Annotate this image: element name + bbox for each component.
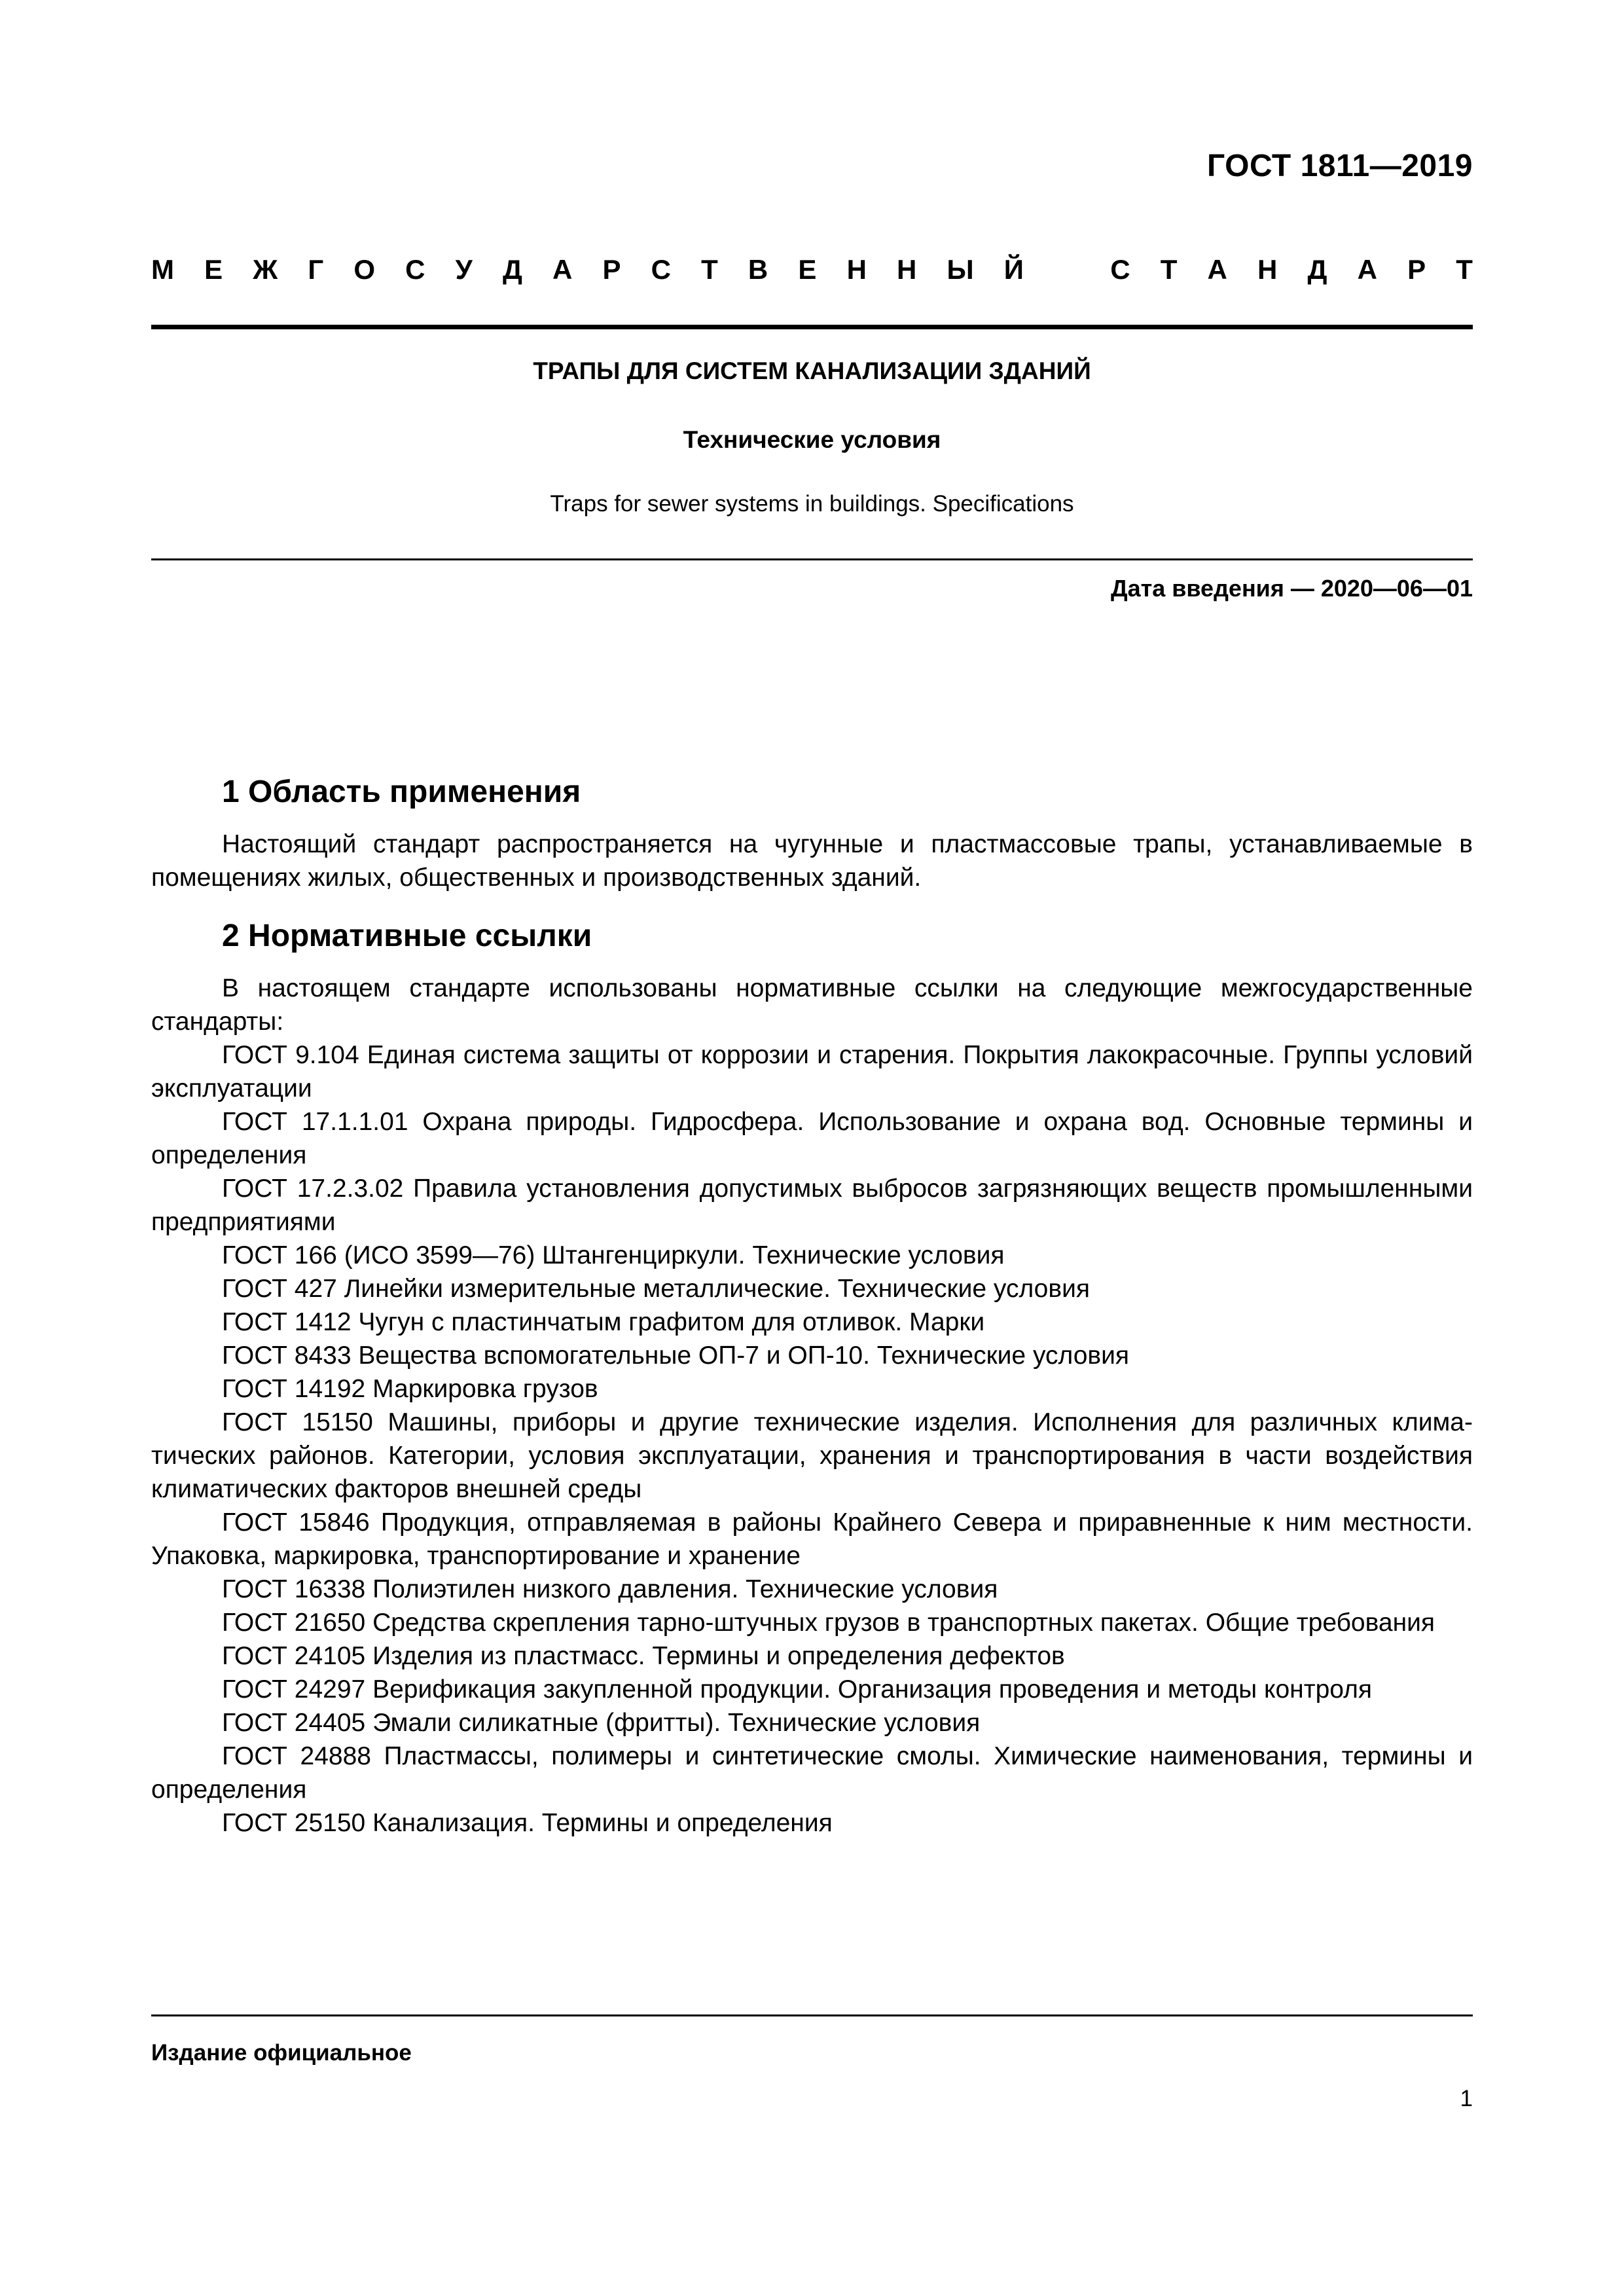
document-subtitle: Технические условия: [683, 426, 941, 453]
paragraph: В настоящем стандарте использованы нормативные ссылки на следующие межгосударственные стандарты:: [151, 974, 1473, 1036]
reference-item: ГОСТ 15846 Продукция, отправляемая в районы Крайнего Севера и приравненные к ним местности. Упаковка, маркировка, транспортирование и хранение: [151, 1508, 1473, 1570]
doc-type-letter: О: [353, 254, 376, 285]
doc-type-letter: Д: [1307, 254, 1327, 285]
doc-type-letter: С: [1110, 254, 1130, 285]
doc-type-letter: Н: [846, 254, 867, 285]
doc-type-letter: А: [1207, 254, 1227, 285]
reference-item: ГОСТ 14192 Маркировка грузов: [222, 1375, 598, 1403]
reference-item: ГОСТ 24297 Верификация закупленной продукции. Организация проведения и методы контроля: [222, 1675, 1372, 1704]
document-title-english: Traps for sewer systems in buildings. Specifications: [550, 491, 1074, 517]
doc-type-letter: Р: [602, 254, 621, 285]
doc-type-letter: Т: [1456, 254, 1473, 285]
doc-type-letter: Г: [308, 254, 324, 285]
footer-divider: [151, 2014, 1473, 2016]
doc-type-letter: В: [748, 254, 768, 285]
header-divider: [151, 325, 1473, 329]
reference-item: ГОСТ 1412 Чугун с пластинчатым графитом для отливок. Марки: [222, 1308, 985, 1336]
document-code: ГОСТ 1811—2019: [1207, 149, 1473, 183]
doc-type-letter: А: [1357, 254, 1377, 285]
reference-item: ГОСТ 17.2.3.02 Правила установления допустимых выбросов загрязняющих веществ промышленными предприятиями: [151, 1175, 1473, 1236]
doc-type-letter: М: [151, 254, 174, 285]
reference-item: ГОСТ 25150 Канализация. Термины и определения: [222, 1809, 833, 1837]
reference-item: ГОСТ 17.1.1.01 Охрана природы. Гидросфера. Использование и охрана вод. Основные термины и определения: [151, 1108, 1473, 1169]
official-edition-label: Издание официальное: [151, 2040, 412, 2066]
doc-type-letter: Д: [502, 254, 522, 285]
reference-item: ГОСТ 166 (ИСО 3599—76) Штангенциркули. Технические условия: [222, 1241, 1005, 1269]
section-heading: 2 Нормативные ссылки: [222, 919, 592, 953]
doc-type-letter: Т: [701, 254, 718, 285]
doc-type-letter: Й: [1003, 254, 1024, 285]
reference-item: ГОСТ 8433 Вещества вспомогательные ОП-7 и ОП-10. Технические условия: [222, 1341, 1130, 1370]
doc-type-letter: Н: [1257, 254, 1278, 285]
page-number: 1: [1460, 2086, 1473, 2111]
reference-item: ГОСТ 427 Линейки измерительные металлические. Технические условия: [222, 1275, 1090, 1303]
reference-item: ГОСТ 16338 Полиэтилен низкого давления. Технические условия: [222, 1575, 998, 1603]
reference-item: ГОСТ 24888 Пластмассы, полимеры и синтетические смолы. Химические наименования, термины и определения: [151, 1742, 1473, 1804]
doc-type-letter: Ж: [253, 254, 278, 285]
reference-item: ГОСТ 15150 Машины, приборы и другие технические изделия. Исполнения для различных климатических районов. Категории, условия эксплуатации, хранения и транспортирования в части воздействия климатических факторов внешней среды: [151, 1408, 1473, 1503]
document-title: ТРАПЫ ДЛЯ СИСТЕМ КАНАЛИЗАЦИИ ЗДАНИЙ: [533, 357, 1091, 384]
reference-item: ГОСТ 21650 Средства скрепления тарно-штучных грузов в транспортных пакетах. Общие требования: [222, 1609, 1435, 1637]
reference-item: ГОСТ 9.104 Единая система защиты от коррозии и старения. Покрытия лакокрасочные. Группы условий эксплуатации: [151, 1041, 1473, 1102]
doc-type-letter: Е: [798, 254, 817, 285]
reference-item: ГОСТ 24405 Эмали силикатные (фритты). Технические условия: [222, 1709, 981, 1737]
doc-type-letter: Т: [1160, 254, 1178, 285]
doc-type-letter: Р: [1407, 254, 1426, 285]
document-type-heading: [151, 254, 1473, 285]
reference-item: ГОСТ 24105 Изделия из пластмасс. Термины и определения дефектов: [222, 1642, 1065, 1670]
doc-type-letter: С: [651, 254, 671, 285]
paragraph: Настоящий стандарт распространяется на чугунные и пластмассовые трапы, устанавливаемые в помещениях жилых, общественных и производственных зданий.: [151, 830, 1473, 892]
section-heading: 1 Область применения: [222, 774, 581, 809]
title-divider: [151, 558, 1473, 560]
document-body: [151, 773, 1473, 1840]
introduction-date: Дата введения — 2020—06—01: [1110, 575, 1473, 602]
doc-type-letter: Е: [204, 254, 223, 285]
doc-type-letter: У: [455, 254, 473, 285]
doc-type-letter: Ы: [947, 254, 974, 285]
doc-type-letter: Н: [897, 254, 917, 285]
doc-type-letter: С: [405, 254, 425, 285]
word-gap: [1054, 254, 1080, 285]
doc-type-letter: А: [552, 254, 573, 285]
